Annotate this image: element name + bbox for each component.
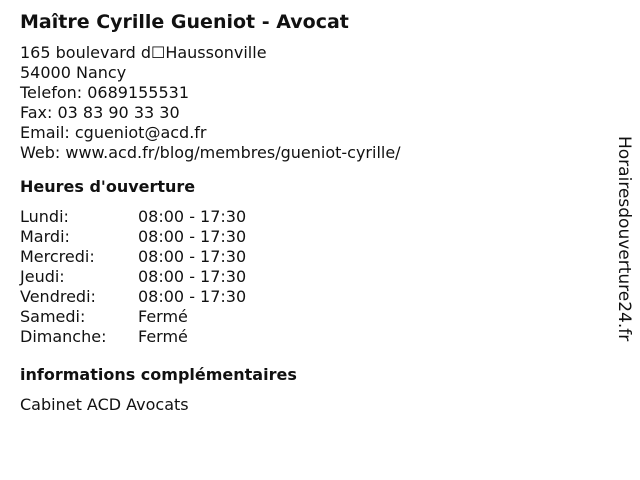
fax-number: Fax: 03 83 90 33 30 [20, 103, 180, 122]
business-title: Maître Cyrille Gueniot - Avocat [20, 11, 349, 33]
day-hours: 08:00 - 17:30 [138, 207, 247, 226]
day-label: Mardi: [20, 227, 70, 246]
day-label: Jeudi: [20, 267, 65, 286]
day-label: Lundi: [20, 207, 69, 226]
address-street: 165 boulevard d☐Haussonville [20, 43, 267, 62]
day-hours: 08:00 - 17:30 [138, 247, 247, 266]
hours-row-thursday [20, 267, 246, 287]
day-hours: 08:00 - 17:30 [138, 227, 247, 246]
website-url: Web: www.acd.fr/blog/membres/gueniot-cyrille/ [20, 143, 401, 162]
hours-row-friday [20, 287, 246, 307]
additional-info-text: Cabinet ACD Avocats [20, 395, 189, 414]
email-address: Email: cgueniot@acd.fr [20, 123, 207, 142]
opening-hours-table [20, 207, 246, 347]
hours-row-monday [20, 207, 246, 227]
opening-hours-heading: Heures d'ouverture [20, 177, 196, 196]
hours-row-saturday [20, 307, 246, 327]
hours-row-tuesday [20, 227, 246, 247]
day-label: Mercredi: [20, 247, 95, 266]
day-hours: 08:00 - 17:30 [138, 267, 247, 286]
day-hours: Fermé [138, 307, 188, 326]
day-label: Dimanche: [20, 327, 107, 346]
day-hours: Fermé [138, 327, 188, 346]
site-watermark: Horairesdouverture24.fr [614, 136, 634, 342]
hours-row-wednesday [20, 247, 246, 267]
hours-row-sunday [20, 327, 246, 347]
phone-number: Telefon: 0689155531 [20, 83, 190, 102]
day-label: Vendredi: [20, 287, 96, 306]
day-hours: 08:00 - 17:30 [138, 287, 247, 306]
business-card [20, 9, 580, 415]
day-label: Samedi: [20, 307, 86, 326]
address-city: 54000 Nancy [20, 63, 127, 82]
additional-info-heading: informations complémentaires [20, 365, 297, 384]
